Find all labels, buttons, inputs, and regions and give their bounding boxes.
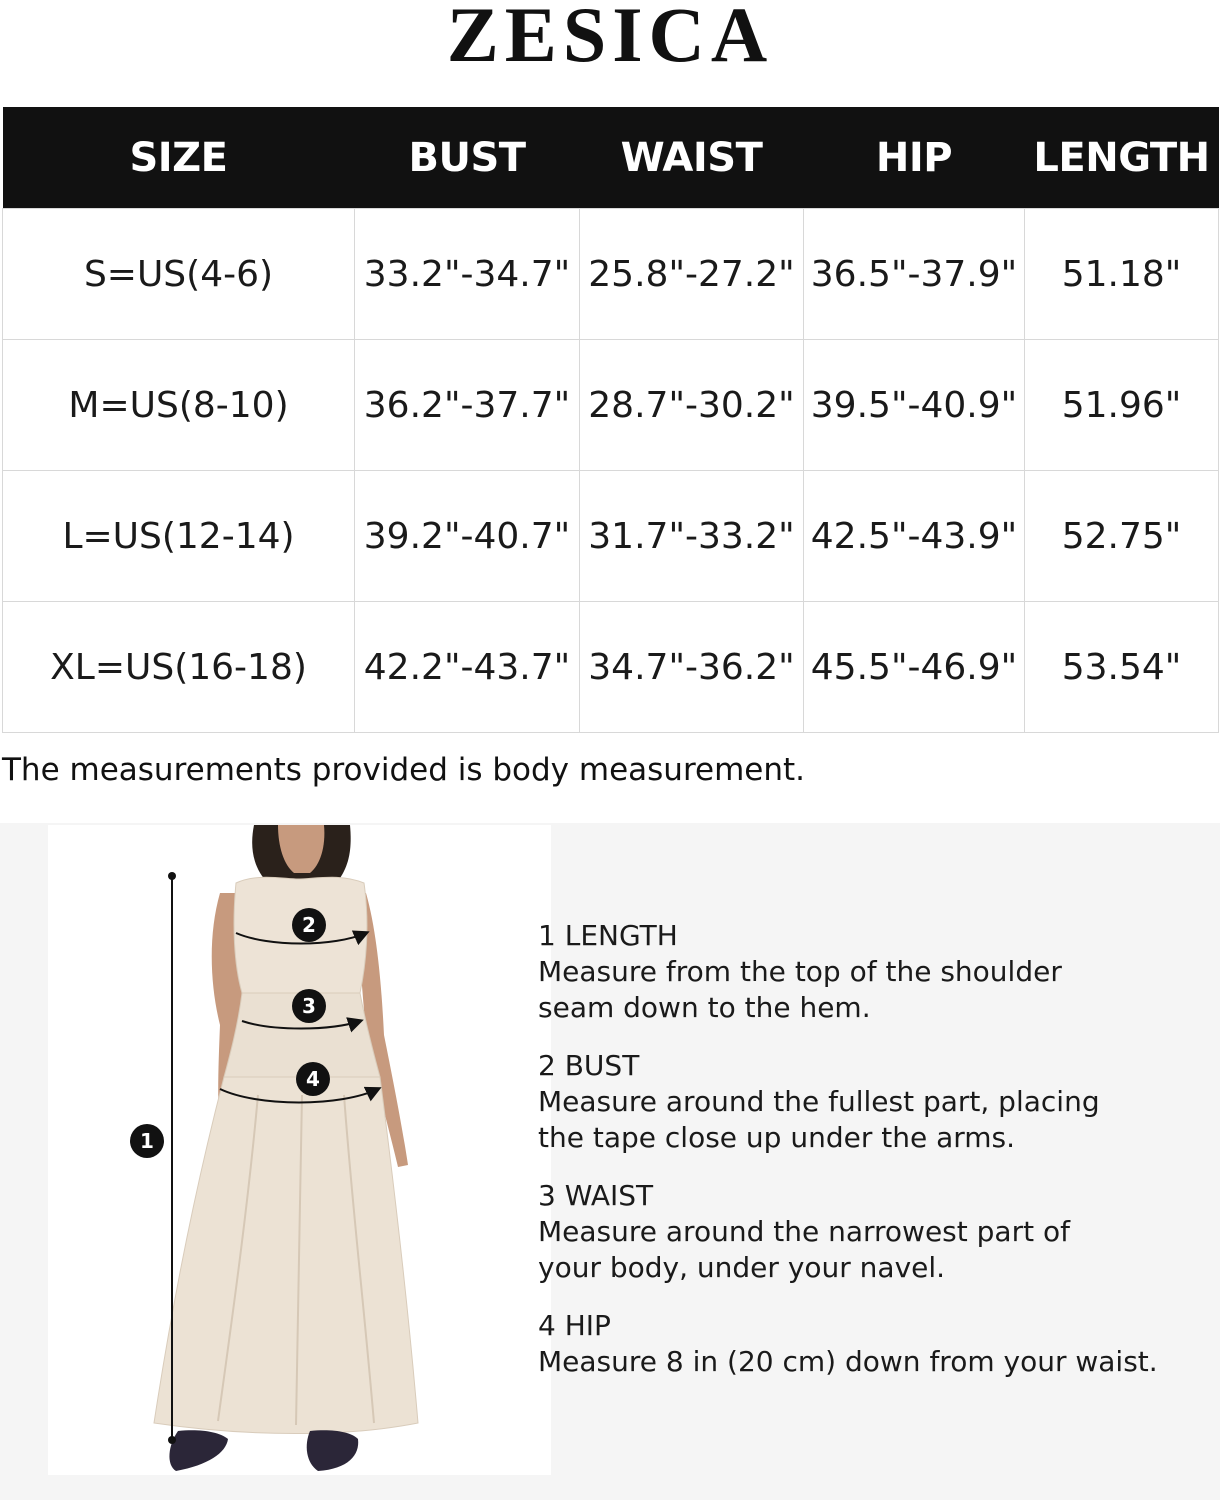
hip-cell: 42.5"-43.9" <box>804 471 1025 602</box>
step-title: 2 BUST <box>538 1049 640 1082</box>
dress-skirt <box>154 1077 418 1434</box>
step-hip <box>538 1308 1208 1380</box>
step-text: your body, under your navel. <box>538 1251 946 1284</box>
step-text: Measure from the top of the shoulder <box>538 955 1062 988</box>
waist-cell: 34.7"-36.2" <box>580 602 804 733</box>
step-waist <box>538 1178 1208 1286</box>
svg-text:4: 4 <box>306 1067 320 1091</box>
step-bust <box>538 1048 1208 1156</box>
right-shoe <box>307 1430 358 1471</box>
brand-logo <box>0 0 1220 100</box>
step-title: 1 LENGTH <box>538 919 678 952</box>
waist-cell: 28.7"-30.2" <box>580 340 804 471</box>
length-cell: 51.18" <box>1025 209 1219 340</box>
marker-4 <box>296 1062 330 1096</box>
marker-2 <box>292 908 326 942</box>
svg-text:3: 3 <box>302 994 316 1018</box>
size-cell: L=US(12-14) <box>3 471 355 602</box>
brand-name: ZESICA <box>446 0 774 78</box>
header-hip: HIP <box>804 107 1025 209</box>
table-row <box>3 471 1219 602</box>
step-text: Measure around the narrowest part of <box>538 1215 1070 1248</box>
table-row <box>3 340 1219 471</box>
step-title: 4 HIP <box>538 1309 611 1342</box>
size-cell: M=US(8-10) <box>3 340 355 471</box>
step-text: seam down to the hem. <box>538 991 871 1024</box>
hip-cell: 45.5"-46.9" <box>804 602 1025 733</box>
length-cell: 51.96" <box>1025 340 1219 471</box>
bust-cell: 42.2"-43.7" <box>355 602 580 733</box>
measuring-instructions <box>538 918 1208 1402</box>
header-length: LENGTH <box>1025 107 1219 209</box>
table-header-row <box>3 107 1219 209</box>
left-shoe <box>169 1430 228 1471</box>
hip-cell: 36.5"-37.9" <box>804 209 1025 340</box>
bust-cell: 33.2"-34.7" <box>355 209 580 340</box>
svg-text:2: 2 <box>302 913 316 937</box>
length-cell: 53.54" <box>1025 602 1219 733</box>
length-cell: 52.75" <box>1025 471 1219 602</box>
bust-cell: 39.2"-40.7" <box>355 471 580 602</box>
marker-1 <box>130 1124 164 1158</box>
header-size: SIZE <box>3 107 355 209</box>
marker-3 <box>292 989 326 1023</box>
step-text: the tape close up under the arms. <box>538 1121 1016 1154</box>
size-cell: XL=US(16-18) <box>3 602 355 733</box>
hip-cell: 39.5"-40.9" <box>804 340 1025 471</box>
header-bust: BUST <box>355 107 580 209</box>
measurement-note: The measurements provided is body measurement. <box>2 752 806 788</box>
header-waist: WAIST <box>580 107 804 209</box>
waist-cell: 31.7"-33.2" <box>580 471 804 602</box>
size-chart-table <box>2 107 1219 733</box>
step-title: 3 WAIST <box>538 1179 654 1212</box>
table-row <box>3 602 1219 733</box>
step-text: Measure 8 in (20 cm) down from your waist. <box>538 1345 1158 1378</box>
bust-cell: 36.2"-37.7" <box>355 340 580 471</box>
step-length <box>538 918 1208 1026</box>
waist-cell: 25.8"-27.2" <box>580 209 804 340</box>
model-illustration <box>48 825 551 1475</box>
svg-text:1: 1 <box>140 1129 154 1153</box>
step-text: Measure around the fullest part, placing <box>538 1085 1100 1118</box>
table-row <box>3 209 1219 340</box>
size-cell: S=US(4-6) <box>3 209 355 340</box>
